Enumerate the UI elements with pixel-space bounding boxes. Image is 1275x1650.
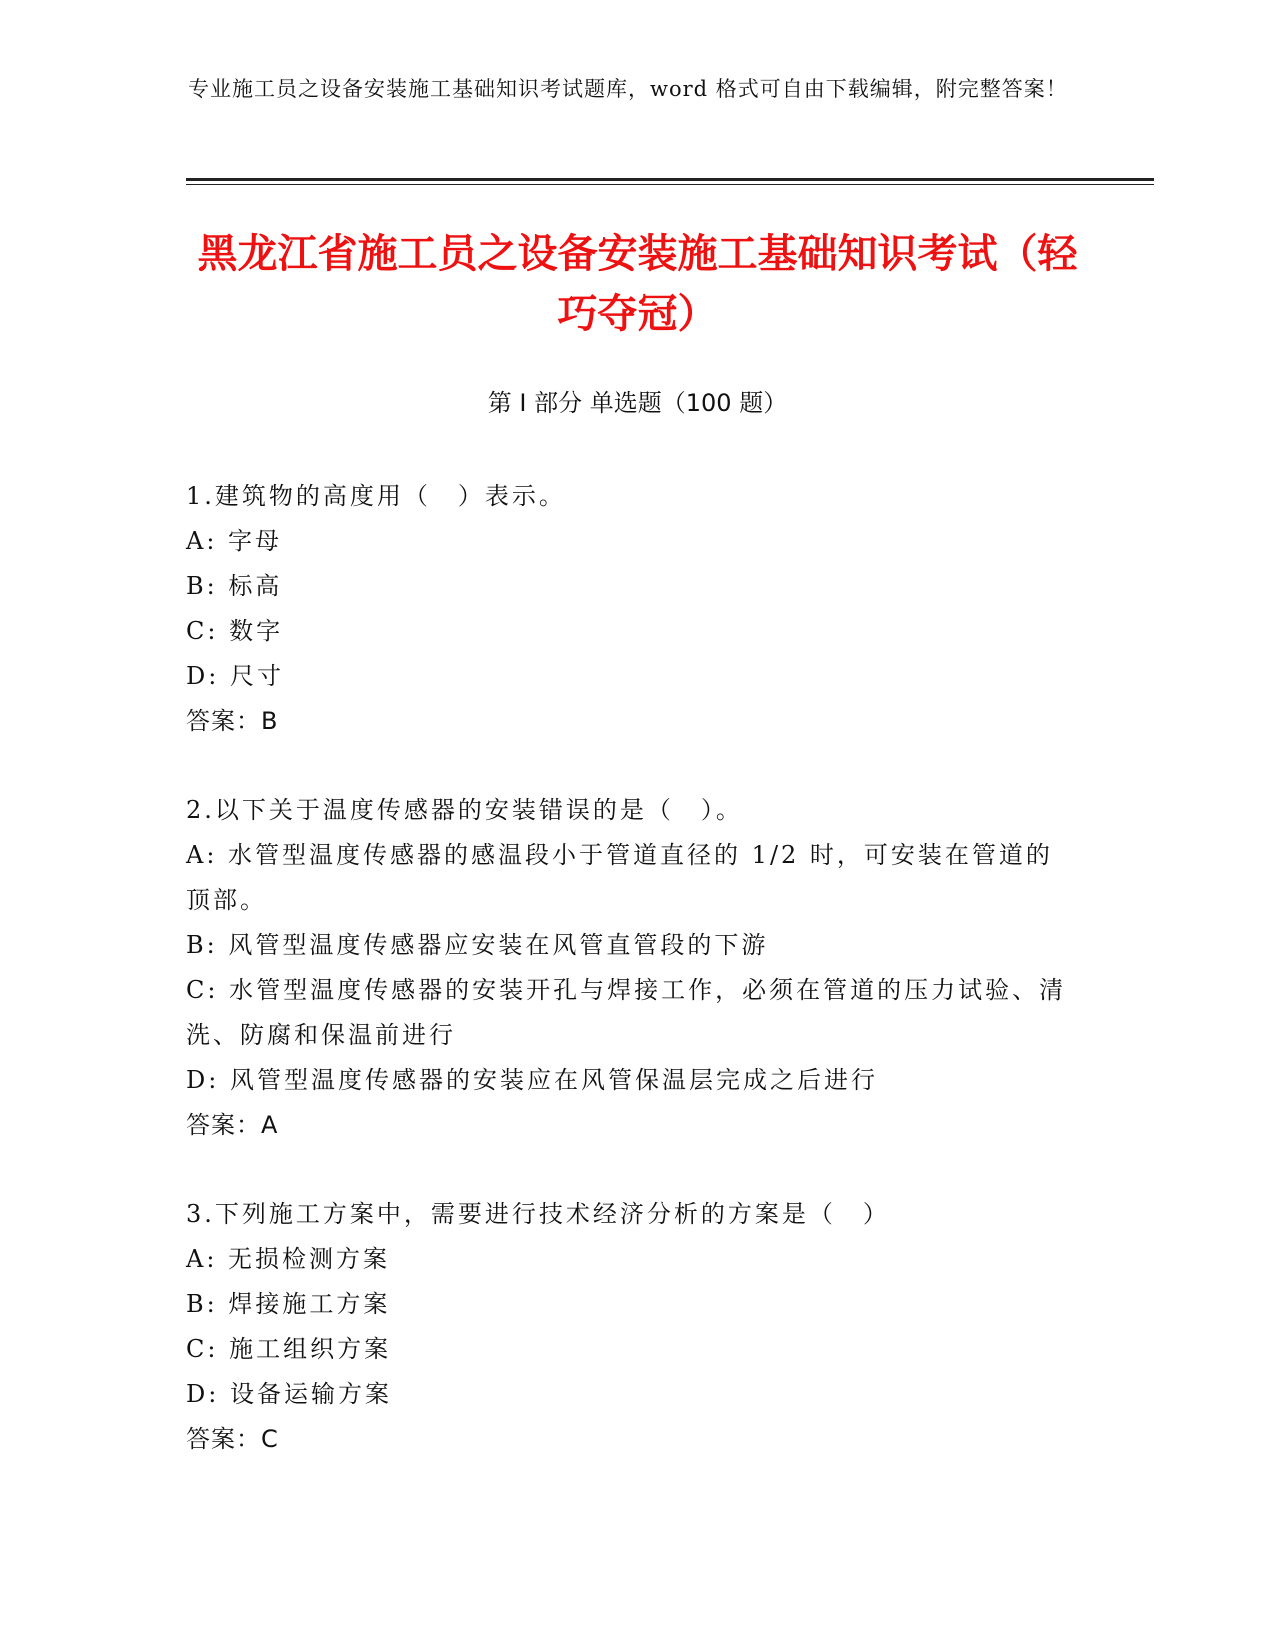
question-stem: 2.以下关于温度传感器的安装错误的是（ ）。: [186, 796, 743, 824]
question-stem: 3.下列施工方案中，需要进行技术经济分析的方案是（ ）: [186, 1200, 890, 1228]
option-a: A: 无损检测方案: [186, 1245, 391, 1273]
header-divider-thick: [186, 178, 1154, 181]
option-c: C: 数字: [186, 617, 284, 645]
answer: 答案：C: [186, 1425, 279, 1453]
question-1: [186, 474, 1076, 744]
option-a: A: 水管型温度传感器的感温段小于管道直径的 1/2 时，可安装在管道的顶部。: [186, 841, 1053, 914]
option-b: B: 标高: [186, 572, 283, 600]
option-c: C: 施工组织方案: [186, 1335, 392, 1363]
option-d: D: 尺寸: [186, 662, 284, 690]
option-b: B: 焊接施工方案: [186, 1290, 391, 1318]
question-list: [186, 474, 1076, 1506]
section-title: 第 I 部分 单选题（100 题）: [487, 389, 788, 417]
option-b: B: 风管型温度传感器应安装在风管直管段的下游: [186, 931, 769, 959]
answer: 答案：B: [186, 707, 279, 735]
option-a: A: 字母: [186, 527, 283, 555]
question-2: [186, 788, 1076, 1148]
header-divider-thin: [186, 184, 1154, 185]
option-c: C: 水管型温度传感器的安装开孔与焊接工作，必须在管道的压力试验、清洗、防腐和保温前进行: [186, 976, 1067, 1049]
answer: 答案：A: [186, 1111, 279, 1139]
document-title: 黑龙江省施工员之设备安装施工基础知识考试（轻巧夺冠）: [197, 231, 1078, 337]
question-stem: 1.建筑物的高度用（ ）表示。: [186, 482, 566, 510]
option-d: D: 设备运输方案: [186, 1380, 392, 1408]
question-3: [186, 1192, 1076, 1462]
option-d: D: 风管型温度传感器的安装应在风管保温层完成之后进行: [186, 1066, 878, 1094]
header-note: 专业施工员之设备安装施工基础知识考试题库，word 格式可自由下载编辑，附完整答案！: [188, 77, 1068, 101]
